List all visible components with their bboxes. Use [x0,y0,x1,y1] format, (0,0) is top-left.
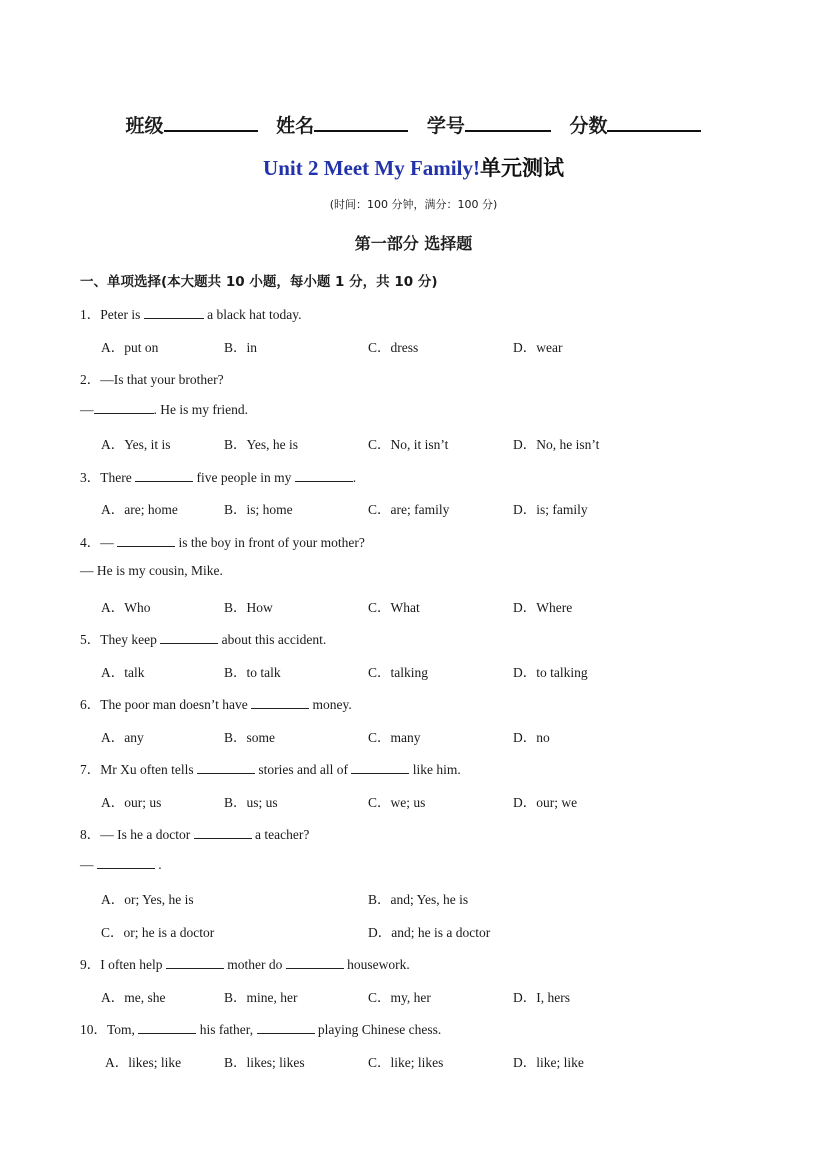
class-field[interactable] [126,111,258,138]
option[interactable]: A．Who [101,600,151,615]
name-label: 姓名 [276,115,315,137]
option[interactable]: A．me, she [101,990,166,1005]
answer-blank[interactable] [194,826,252,839]
option[interactable]: B．to talk [224,665,281,680]
number-label: 学号 [426,115,465,137]
option[interactable]: D．is; family [513,502,588,517]
option[interactable]: C．like; likes [368,1055,444,1070]
question-2-reply: — . He is my friend. [80,402,248,417]
question-2: 2．—Is that your brother? [80,372,224,387]
question-4-reply: — He is my cousin, Mike. [80,563,223,578]
exam-info: (时间：100 分钟，满分：100 分) [329,198,498,211]
answer-blank[interactable] [351,761,409,774]
page-title [0,152,827,182]
answer-blank[interactable] [251,696,309,709]
option[interactable]: C．dress [368,340,419,355]
number-field[interactable] [427,111,551,138]
option[interactable]: B．mine, her [224,990,298,1005]
class-label: 班级 [125,115,164,137]
option[interactable]: C．No, it isn’t [368,437,449,452]
option[interactable]: D．no [513,730,550,745]
score-field[interactable] [569,111,701,138]
option[interactable]: D．our; we [513,795,578,810]
option[interactable]: A．talk [101,665,145,680]
option[interactable]: B．is; home [224,502,293,517]
question-3: 3．There five people in my . [80,470,357,485]
name-field[interactable] [276,111,408,138]
question-10: 10．Tom, his father, playing Chinese chess. [80,1022,442,1037]
option[interactable]: B．How [224,600,273,615]
option[interactable]: A．Yes, it is [101,437,171,452]
answer-blank[interactable] [166,956,224,969]
option[interactable]: B．and; Yes, he is [368,892,469,907]
student-info-row [0,111,827,138]
answer-blank[interactable] [286,956,344,969]
option[interactable]: D．like; like [513,1055,584,1070]
option[interactable]: D．Where [513,600,573,615]
option[interactable]: C．we; us [368,795,426,810]
answer-blank[interactable] [117,534,175,547]
option[interactable]: D．to talking [513,665,588,680]
score-label: 分数 [569,115,608,137]
question-1: 1．Peter is a black hat today. [80,307,302,322]
option[interactable]: D．and; he is a doctor [368,925,491,940]
question-9: 9．I often help mother do housework. [80,957,410,972]
option[interactable]: C．my, her [368,990,431,1005]
option[interactable]: B．some [224,730,276,745]
option[interactable]: C．are; family [368,502,450,517]
title-chinese: 单元测试 [479,156,564,180]
question-7: 7．Mr Xu often tells stories and all of like him. [80,762,461,777]
option[interactable]: B．us; us [224,795,278,810]
answer-blank[interactable] [138,1021,196,1034]
option[interactable]: D．I, hers [513,990,570,1005]
option[interactable]: A．our; us [101,795,162,810]
answer-blank[interactable] [160,631,218,644]
option[interactable]: D．wear [513,340,563,355]
question-4: 4．— is the boy in front of your mother? [80,535,365,550]
answer-blank[interactable] [257,1021,315,1034]
option[interactable]: B．Yes, he is [224,437,299,452]
answer-blank[interactable] [197,761,255,774]
question-8: 8．— Is he a doctor a teacher? [80,827,310,842]
option[interactable]: A．are; home [101,502,178,517]
option[interactable]: C．talking [368,665,428,680]
question-8-reply: — . [80,857,162,872]
option[interactable]: A．likes; like [105,1055,182,1070]
option[interactable]: B．likes; likes [224,1055,305,1070]
answer-blank[interactable] [295,469,353,482]
answer-blank[interactable] [135,469,193,482]
option[interactable]: A．put on [101,340,159,355]
option[interactable]: D．No, he isn’t [513,437,600,452]
answer-blank[interactable] [94,401,154,414]
option[interactable]: C．What [368,600,420,615]
option[interactable]: C．or; he is a doctor [101,925,215,940]
option[interactable]: B．in [224,340,258,355]
title-english: Unit 2 Meet My Family! [263,156,480,180]
option[interactable]: C．many [368,730,421,745]
section-title: 一、单项选择(本大题共 10 小题，每小题 1 分，共 10 分) [80,274,438,290]
option[interactable]: A．or; Yes, he is [101,892,194,907]
question-6: 6．The poor man doesn’t have money. [80,697,352,712]
part-title: 第一部分 选择题 [354,234,473,253]
question-5: 5．They keep about this accident. [80,632,327,647]
answer-blank[interactable] [144,306,204,319]
answer-blank[interactable] [97,856,155,869]
option[interactable]: A．any [101,730,144,745]
